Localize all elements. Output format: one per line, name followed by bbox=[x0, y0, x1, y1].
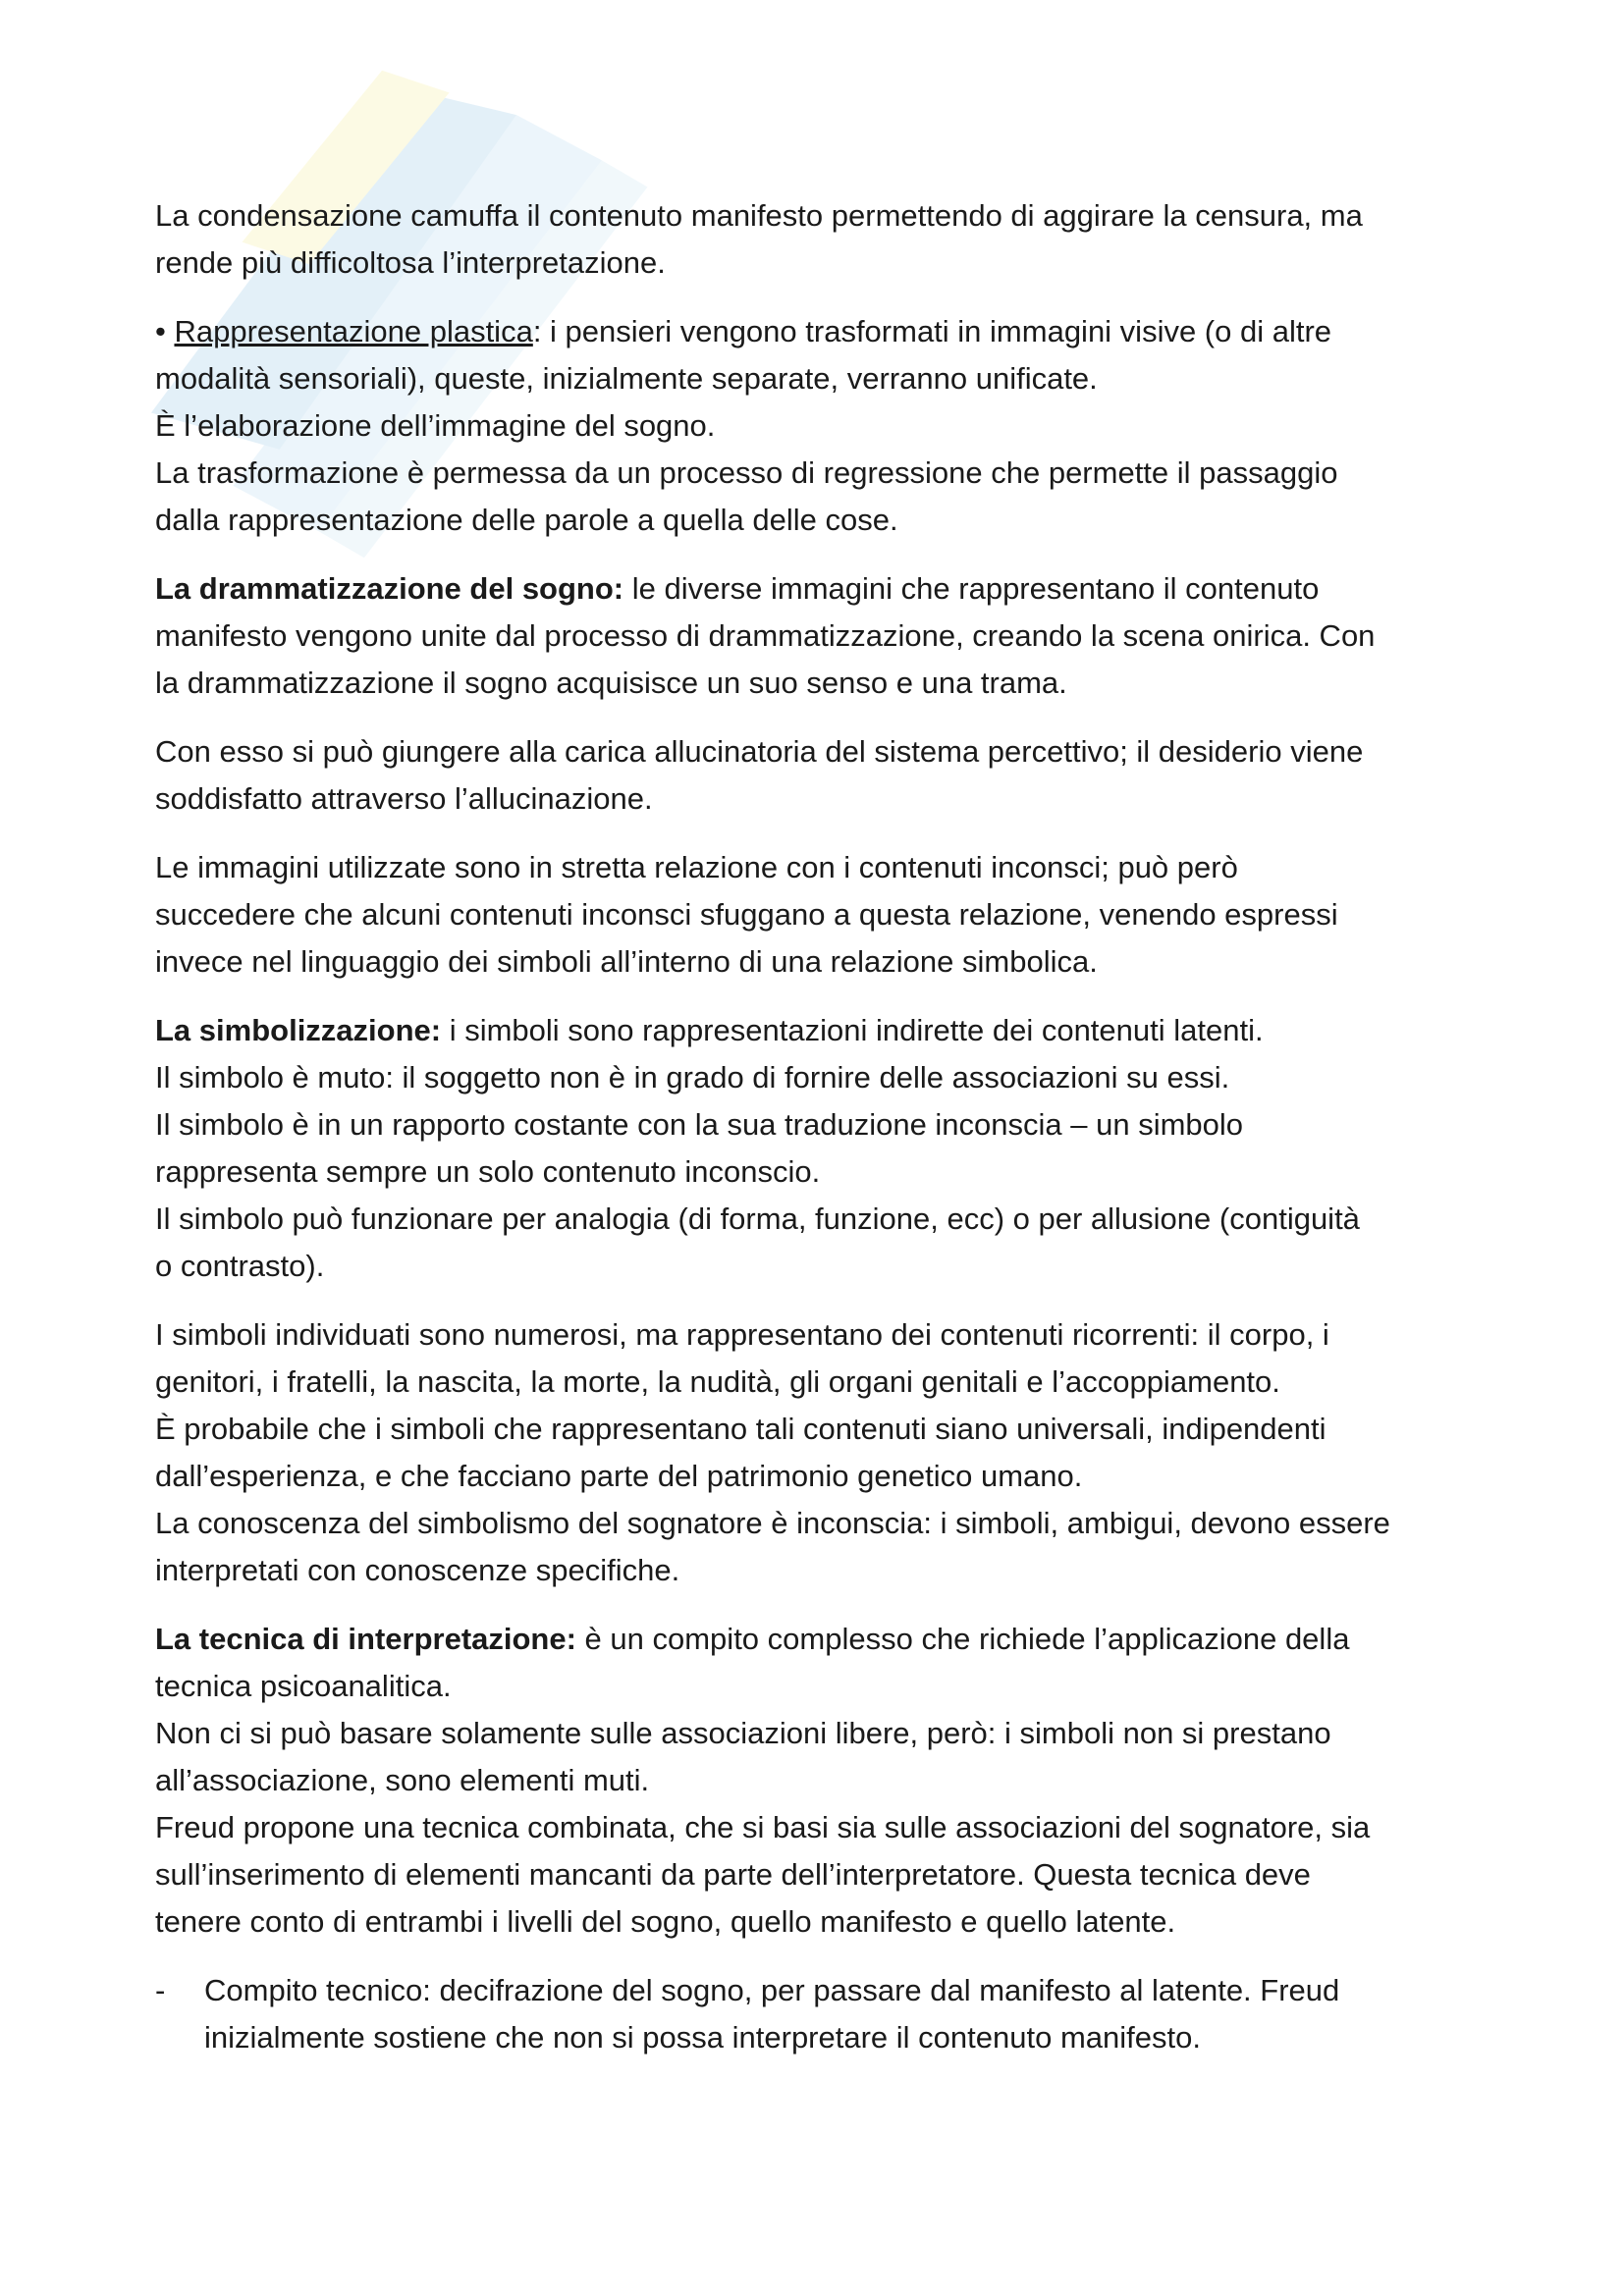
text-line: È probabile che i simboli che rappresentano tali contenuti siano universali, indipendenti bbox=[155, 1412, 1326, 1446]
text-line: dalla rappresentazione delle parole a quella delle cose. bbox=[155, 503, 898, 537]
text-line: invece nel linguaggio dei simboli all’interno di una relazione simbolica. bbox=[155, 944, 1098, 979]
text-run: : i pensieri vengono trasformati in immagini visive (o di altre bbox=[532, 314, 1332, 348]
text-line bbox=[155, 308, 1476, 355]
text-line: la drammatizzazione il sogno acquisisce un suo senso e una trama. bbox=[155, 666, 1067, 700]
term-tecnica-interpretazione: La tecnica di interpretazione: bbox=[155, 1622, 576, 1656]
text-line: succedere che alcuni contenuti inconsci sfuggano a questa relazione, venendo espressi bbox=[155, 897, 1338, 932]
term-simbolizzazione: La simbolizzazione: bbox=[155, 1013, 442, 1047]
text-line: tecnica psicoanalitica. bbox=[155, 1669, 452, 1703]
term-drammatizzazione: La drammatizzazione del sogno: bbox=[155, 571, 624, 606]
text-line: soddisfatto attraverso l’allucinazione. bbox=[155, 781, 653, 816]
text-line: genitori, i fratelli, la nascita, la morte, la nudità, gli organi genitali e l’accoppiamento. bbox=[155, 1364, 1280, 1399]
paragraph-allucinazione bbox=[155, 728, 1476, 823]
text-line: modalità sensoriali), queste, inizialmente separate, verranno unificate. bbox=[155, 361, 1098, 396]
text-line: Il simbolo è muto: il soggetto non è in grado di fornire delle associazioni su essi. bbox=[155, 1060, 1230, 1095]
term-rappresentazione-plastica: Rappresentazione plastica bbox=[174, 314, 533, 348]
text-line: dall’esperienza, e che facciano parte del patrimonio genetico umano. bbox=[155, 1459, 1083, 1493]
text-line: È l’elaborazione dell’immagine del sogno. bbox=[155, 408, 716, 443]
text-line: inizialmente sostiene che non si possa interpretare il contenuto manifesto. bbox=[204, 2020, 1201, 2055]
text-line: o contrasto). bbox=[155, 1249, 325, 1283]
text-line: rende più difficoltosa l’interpretazione. bbox=[155, 245, 666, 280]
list-item bbox=[155, 1967, 1476, 2061]
document-page bbox=[155, 192, 1476, 2061]
paragraph-rappresentazione-plastica bbox=[155, 308, 1476, 544]
text-line: La condensazione camuffa il contenuto manifesto permettendo di aggirare la censura, ma bbox=[155, 198, 1363, 233]
text-run: i simboli sono rappresentazioni indirette dei contenuti latenti. bbox=[441, 1013, 1264, 1047]
paragraph-condensazione bbox=[155, 192, 1476, 287]
paragraph-drammatizzazione bbox=[155, 565, 1476, 707]
text-line bbox=[155, 1007, 1476, 1054]
text-line: all’associazione, sono elementi muti. bbox=[155, 1763, 650, 1797]
text-line: La trasformazione è permessa da un processo di regressione che permette il passaggio bbox=[155, 455, 1338, 490]
text-line: I simboli individuati sono numerosi, ma rappresentano dei contenuti ricorrenti: il corpo, i bbox=[155, 1317, 1329, 1352]
text-line: Il simbolo è in un rapporto costante con la sua traduzione inconscia – un simbolo bbox=[155, 1107, 1244, 1142]
text-line: rappresenta sempre un solo contenuto inconscio. bbox=[155, 1154, 821, 1189]
text-line: Compito tecnico: decifrazione del sogno, per passare dal manifesto al latente. Freud bbox=[204, 1973, 1340, 2007]
text-line bbox=[155, 565, 1476, 613]
text-line: manifesto vengono unite dal processo di drammatizzazione, creando la scena onirica. Con bbox=[155, 618, 1376, 653]
text-line: sull’inserimento di elementi mancanti da parte dell’interpretatore. Questa tecnica deve bbox=[155, 1857, 1311, 1892]
text-line: interpretati con conoscenze specifiche. bbox=[155, 1553, 680, 1587]
bullet: • bbox=[155, 314, 175, 348]
text-line: Le immagini utilizzate sono in stretta relazione con i contenuti inconsci; può però bbox=[155, 850, 1238, 884]
text-run: le diverse immagini che rappresentano il contenuto bbox=[623, 571, 1320, 606]
text-line: Freud propone una tecnica combinata, che si basi sia sulle associazioni del sognatore, sia bbox=[155, 1810, 1371, 1844]
list-item-text bbox=[204, 1967, 1476, 2061]
text-line: La conoscenza del simbolismo del sognatore è inconscia: i simboli, ambigui, devono essere bbox=[155, 1506, 1390, 1540]
text-line: Il simbolo può funzionare per analogia (di forma, funzione, ecc) o per allusione (contiguità bbox=[155, 1201, 1360, 1236]
paragraph-immagini bbox=[155, 844, 1476, 986]
text-line: Con esso si può giungere alla carica allucinatoria del sistema percettivo; il desiderio viene bbox=[155, 734, 1364, 769]
paragraph-tecnica-interpretazione bbox=[155, 1616, 1476, 1946]
text-line: Non ci si può basare solamente sulle associazioni libere, però: i simboli non si prestano bbox=[155, 1716, 1331, 1750]
text-run: è un compito complesso che richiede l’applicazione della bbox=[575, 1622, 1350, 1656]
paragraph-simbolizzazione bbox=[155, 1007, 1476, 1290]
dash-marker: - bbox=[155, 1973, 166, 2007]
text-line bbox=[155, 1616, 1476, 1663]
text-line: tenere conto di entrambi i livelli del sogno, quello manifesto e quello latente. bbox=[155, 1904, 1176, 1939]
paragraph-simboli-individuati bbox=[155, 1311, 1476, 1594]
